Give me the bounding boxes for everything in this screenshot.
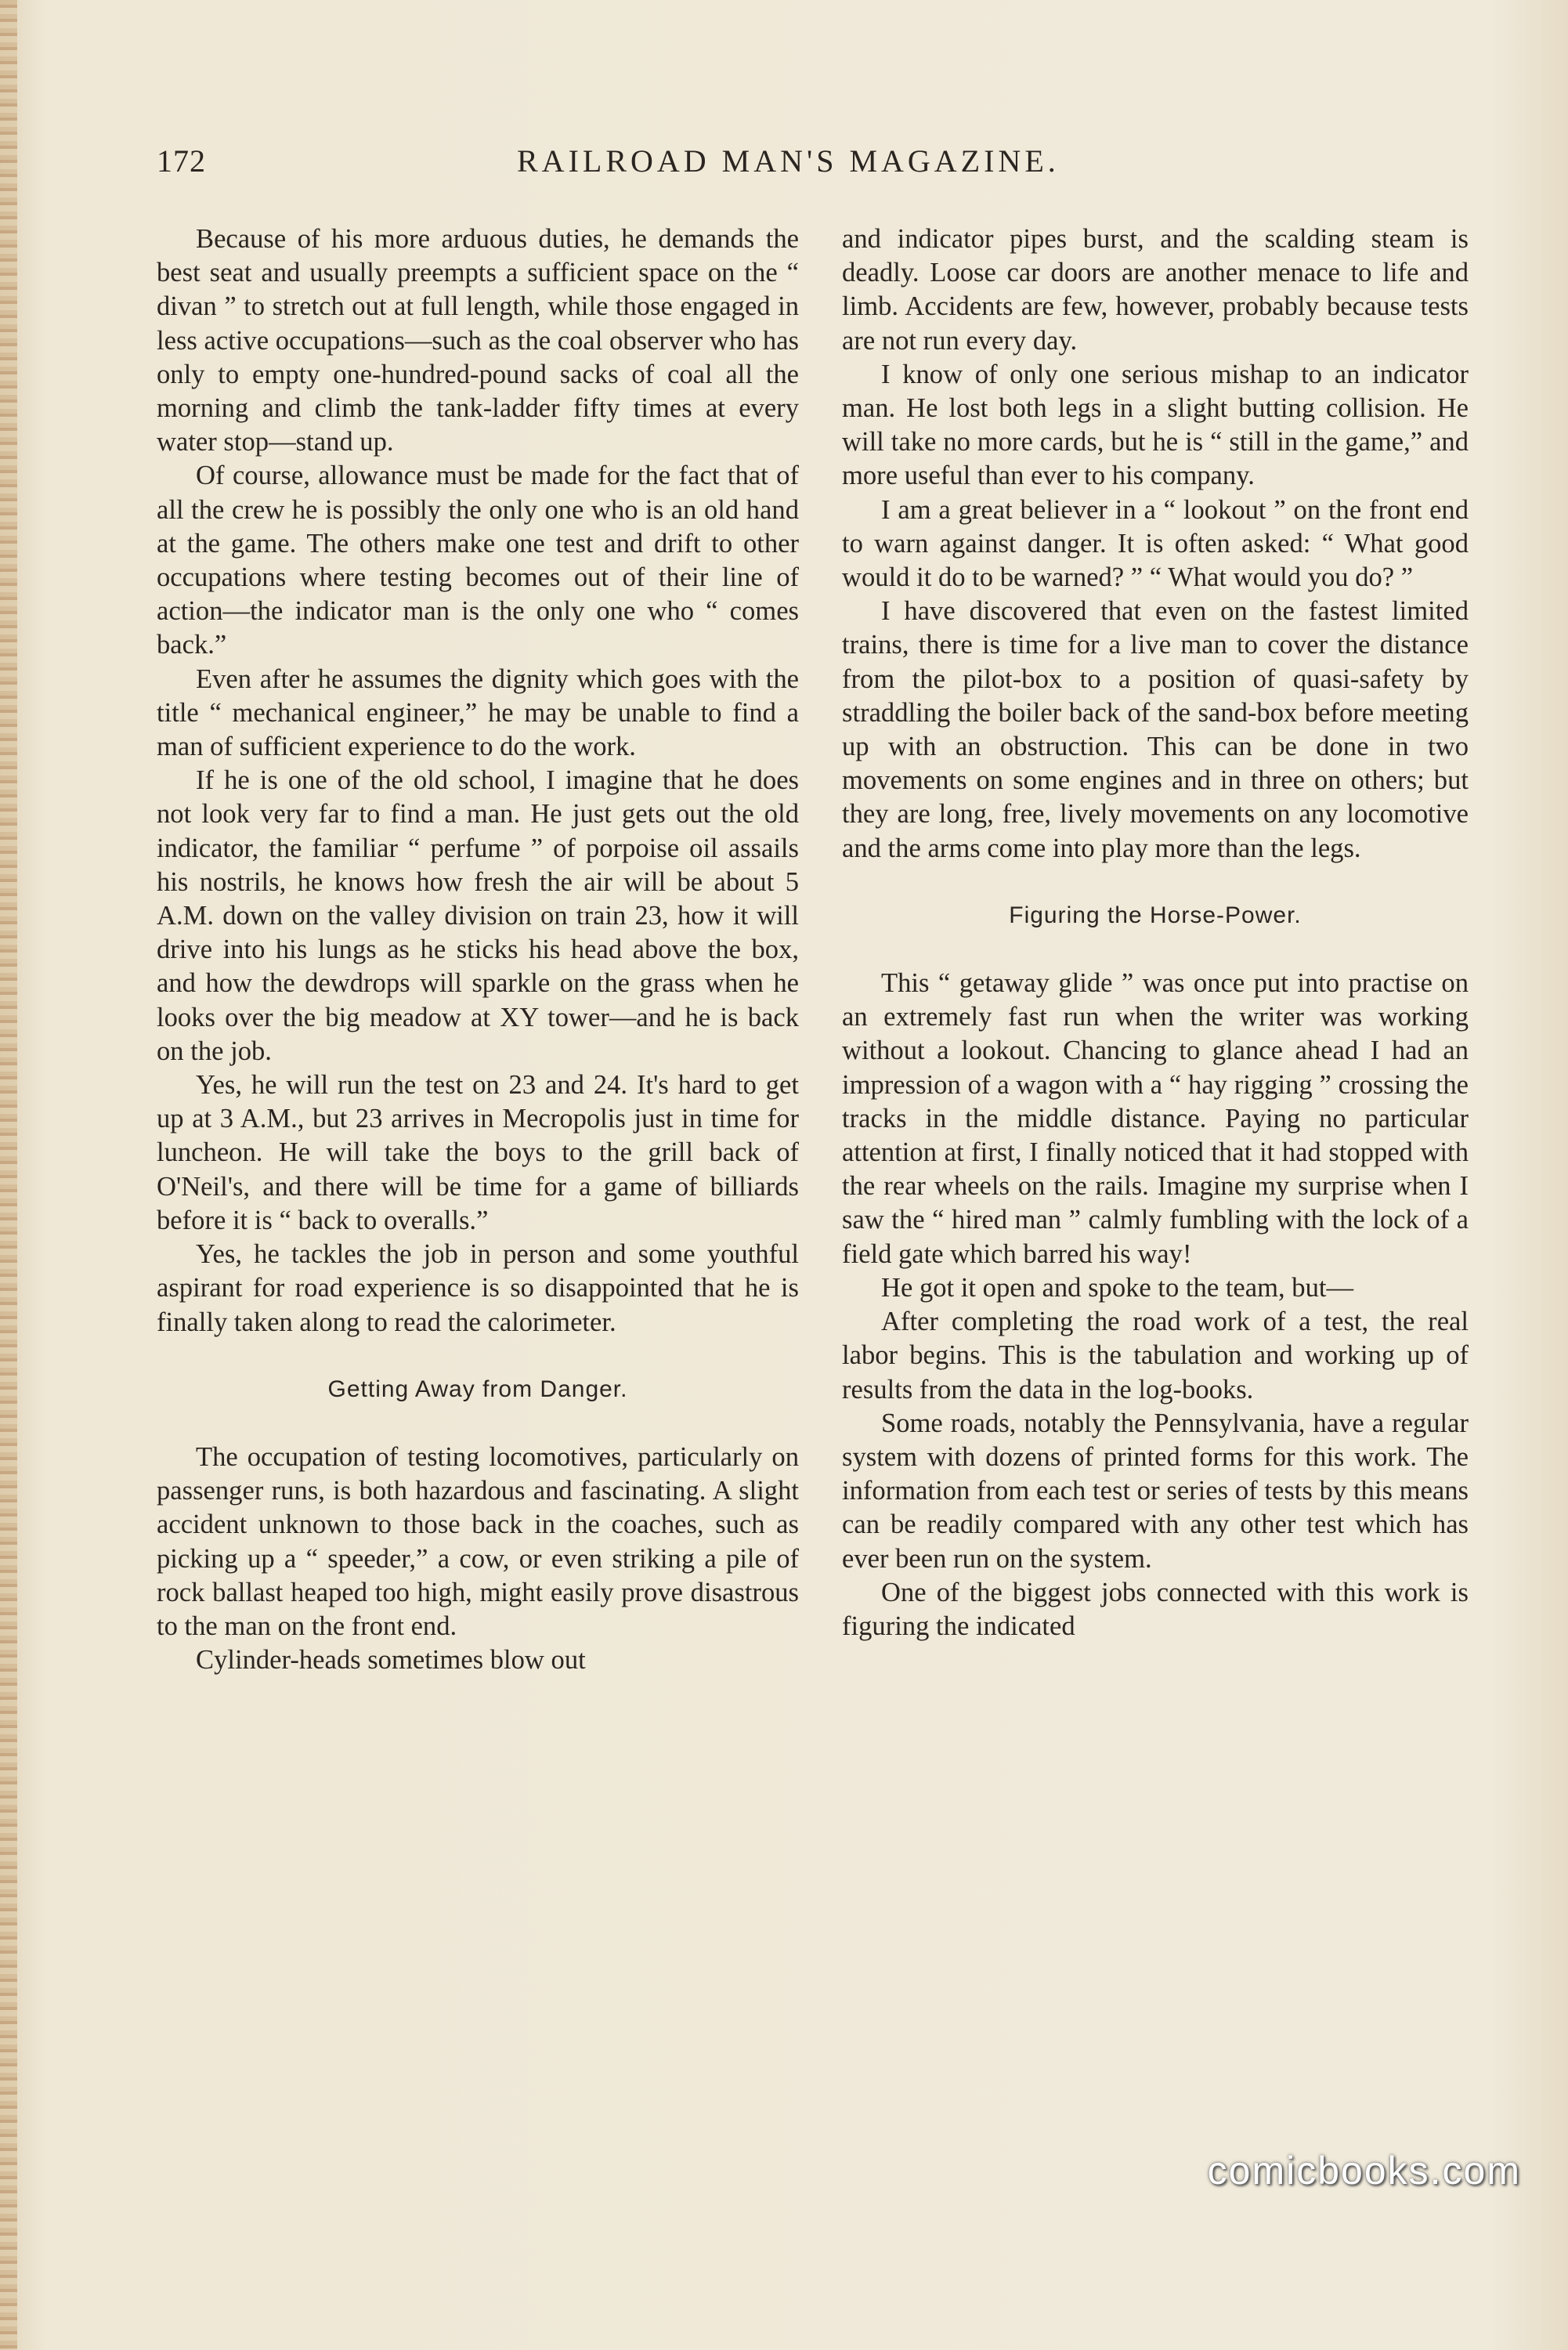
paragraph: After completing the road work of a test, the real labor begins. This is the tabulation and working up of results from the data in the log-books.: [842, 1307, 1469, 1405]
paragraph: This “ getaway glide ” was once put into practise on an extremely fast run when the writer was working without a lookout. Chancing to glance ahead I had an impression of a wagon with a “ hay rigging ” crossing the tracks in the middle distance. Paying no particular attention at first, I finally noticed that it had stopped with the rear wheels on the rails. Imagine my surprise when I saw the “ hired man ” calmly fumbling with the lock of a field gate which barred his way!: [842, 968, 1469, 1269]
page-number: 172: [157, 143, 206, 179]
watermark: comicbooks.com: [1207, 2149, 1521, 2193]
paragraph: Yes, he tackles the job in person and some youthful aspirant for road experience is so disappointed that he is finally taken along to read the calorimeter.: [157, 1239, 799, 1337]
section-heading: Getting Away from Danger.: [327, 1376, 628, 1402]
paragraph: He got it open and spoke to the team, but—: [881, 1272, 1354, 1303]
left-column: [157, 222, 799, 1677]
paragraph: The occupation of testing locomotives, particularly on passenger runs, is both hazardous and fascinating. A slight accident unknown to those back in the coaches, such as picking up a “ speeder,” a cow, or even striking a pile of rock ballast heaped too high, might easily prove disastrous to the man on the front end.: [157, 1441, 799, 1641]
paragraph: Of course, allowance must be made for the fact that of all the crew he is possibly the only one who is an old hand at the game. The others make one test and drift to other occupations where testing becomes out of their line of action—the indicator man is the only one who “ comes back.”: [157, 461, 799, 660]
section-heading: Figuring the Horse-Power.: [1009, 902, 1302, 928]
running-title: RAILROAD MAN'S MAGAZINE.: [517, 143, 1060, 179]
paragraph: One of the biggest jobs connected with this work is figuring the indicated: [842, 1577, 1469, 1641]
paragraph: Even after he assumes the dignity which goes with the title “ mechanical engineer,” he may be unable to find a man of sufficient experience to do the work.: [157, 663, 799, 762]
binding-edge: [0, 0, 17, 2350]
paragraph: Because of his more arduous duties, he demands the best seat and usually preempts a sufficient space on the “ divan ” to stretch out at full length, while those engaged in less active occupations—such as the coal observer who has only to empty one-hundred-pound sacks of coal all the morning and climb the tank-ladder fifty times at every water stop—stand up.: [157, 224, 800, 457]
page-header: [157, 143, 1472, 190]
paragraph: Cylinder-heads sometimes blow out: [196, 1645, 586, 1676]
paragraph: Some roads, notably the Pennsylvania, have a regular system with dozens of printed forms for this work. The information from each test or series of tests by this means can be readily compared with any other test which has ever been run on the system.: [842, 1408, 1469, 1574]
paragraph: I know of only one serious mishap to an indicator man. He lost both legs in a slight butting collision. He will take no more cards, but he is “ still in the game,” and more useful than ever to his company.: [842, 359, 1469, 491]
paragraph: I have discovered that even on the fastest limited trains, there is time for a live man to cover the distance from the pilot-box to a position of quasi-safety by straddling the boiler back of the sand-box before meeting up with an obstruction. This can be done in two movements on some engines and in three on others; but they are long, free, lively movements on any locomotive and the arms come into play more than the legs.: [842, 596, 1469, 863]
paragraph: I am a great believer in a “ lookout ” on the front end to warn against danger. It is often asked: “ What good would it do to be warned? ” “ What would you do? ”: [842, 494, 1469, 593]
paragraph: and indicator pipes burst, and the scalding steam is deadly. Loose car doors are another menace to life and limb. Accidents are few, however, probably because tests are not run every day.: [842, 224, 1469, 356]
paragraph: If he is one of the old school, I imagine that he does not look very far to find a man. He just gets out the old indicator, the familiar “ perfume ” of porpoise oil assails his nostrils, he knows how fresh the air will be about 5 A.M. down on the valley division on train 23, how it will drive into his lungs as he sticks his head above the box, and how the dewdrops will sparkle on the grass when he looks over the big meadow at XY tower—and he is back on the job.: [157, 765, 799, 1066]
right-column: [842, 222, 1469, 1643]
paragraph: Yes, he will run the test on 23 and 24. It's hard to get up at 3 A.M., but 23 arrives in Mecropolis just in time for luncheon. He will take the boys to the grill back of O'Neil's, and there will be time for a game of billiards before it is “ back to overalls.”: [157, 1070, 799, 1235]
